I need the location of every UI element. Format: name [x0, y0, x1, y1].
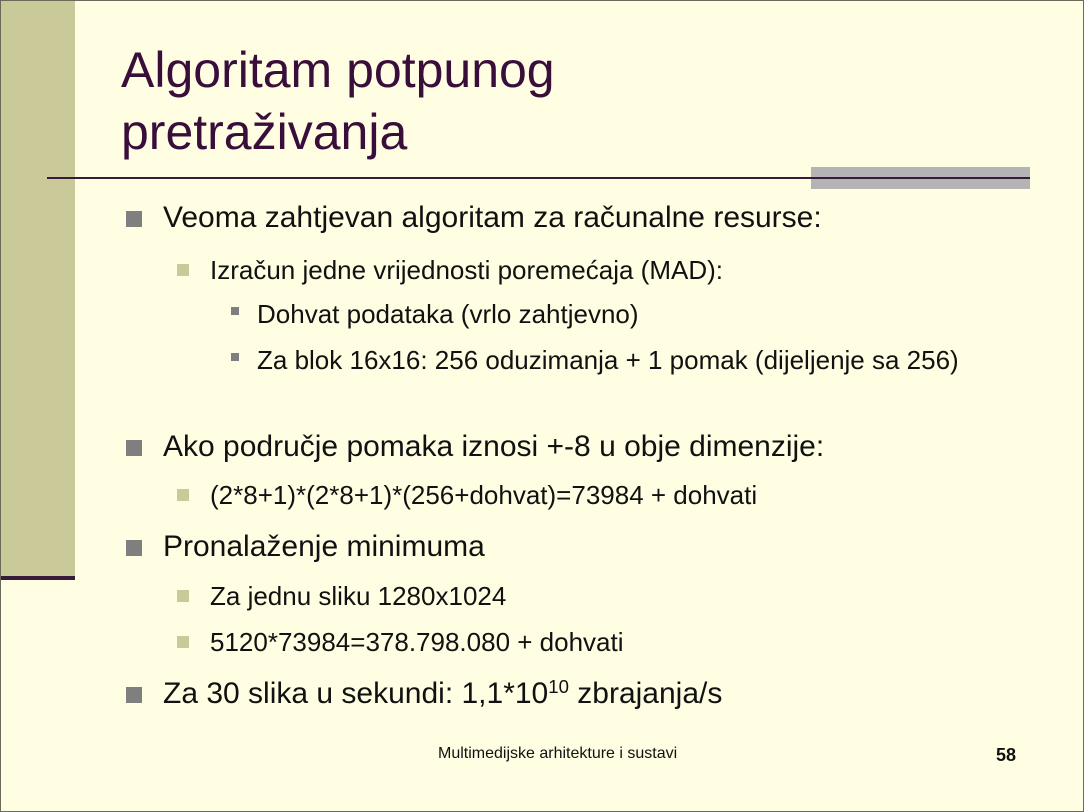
- bullet-item: [177, 479, 1017, 511]
- slide-footer: Multimedijske arhitekture i sustavi: [438, 745, 678, 762]
- slide-title-line-2: pretraživanja: [121, 104, 408, 160]
- bullet-item: [231, 295, 1011, 333]
- bullet-text: 5120*73984=378.798.080 + dohvati: [210, 627, 624, 657]
- bullet-text: Za blok 16x16: 256 oduzimanja + 1 pomak (dijeljenje sa 256): [257, 345, 959, 375]
- square-bullet-icon: [177, 590, 189, 602]
- bullet-list: [1, 1, 1084, 812]
- bullet-text: Izračun jedne vrijednosti poremećaja (MAD):: [210, 255, 723, 285]
- page-number: 58: [996, 745, 1017, 765]
- square-bullet-icon: [126, 540, 142, 556]
- bullet-text: Za jednu sliku 1280x1024: [210, 581, 507, 611]
- bullet-item: [126, 529, 1026, 565]
- square-bullet-icon: [177, 264, 189, 276]
- bullet-text: Veoma zahtjevan algoritam za računalne resurse:: [163, 201, 822, 234]
- bullet-item: [177, 254, 1017, 286]
- square-bullet-icon: [126, 440, 142, 456]
- square-bullet-icon: [126, 687, 142, 703]
- square-bullet-icon: [126, 211, 142, 227]
- bullet-text-before: Za 30 slika u sekundi: 1,1*10: [163, 677, 549, 710]
- bullet-item: [126, 200, 1026, 236]
- square-bullet-icon: [177, 489, 189, 501]
- square-bullet-icon: [231, 353, 239, 361]
- bullet-item: [231, 341, 1006, 379]
- bullet-text: Ako područje pomaka iznosi +-8 u obje dimenzije:: [163, 430, 825, 463]
- bullet-text: Pronalaženje minimuma: [163, 530, 485, 563]
- exponent-superscript: 10: [548, 675, 569, 697]
- square-bullet-icon: [177, 636, 189, 648]
- bullet-text: [163, 676, 722, 712]
- bullet-item: [177, 580, 1017, 612]
- bullet-text: Dohvat podataka (vrlo zahtjevno): [257, 299, 639, 329]
- slide-title-line-1: Algoritam potpunog: [121, 42, 555, 98]
- bullet-item: [126, 429, 1026, 465]
- bullet-item: [177, 626, 1017, 658]
- bullet-text-after: zbrajanja/s: [568, 677, 723, 710]
- square-bullet-icon: [231, 307, 239, 315]
- bullet-text: (2*8+1)*(2*8+1)*(256+dohvat)=73984 + dohvati: [210, 480, 758, 510]
- bullet-item: [126, 676, 1026, 712]
